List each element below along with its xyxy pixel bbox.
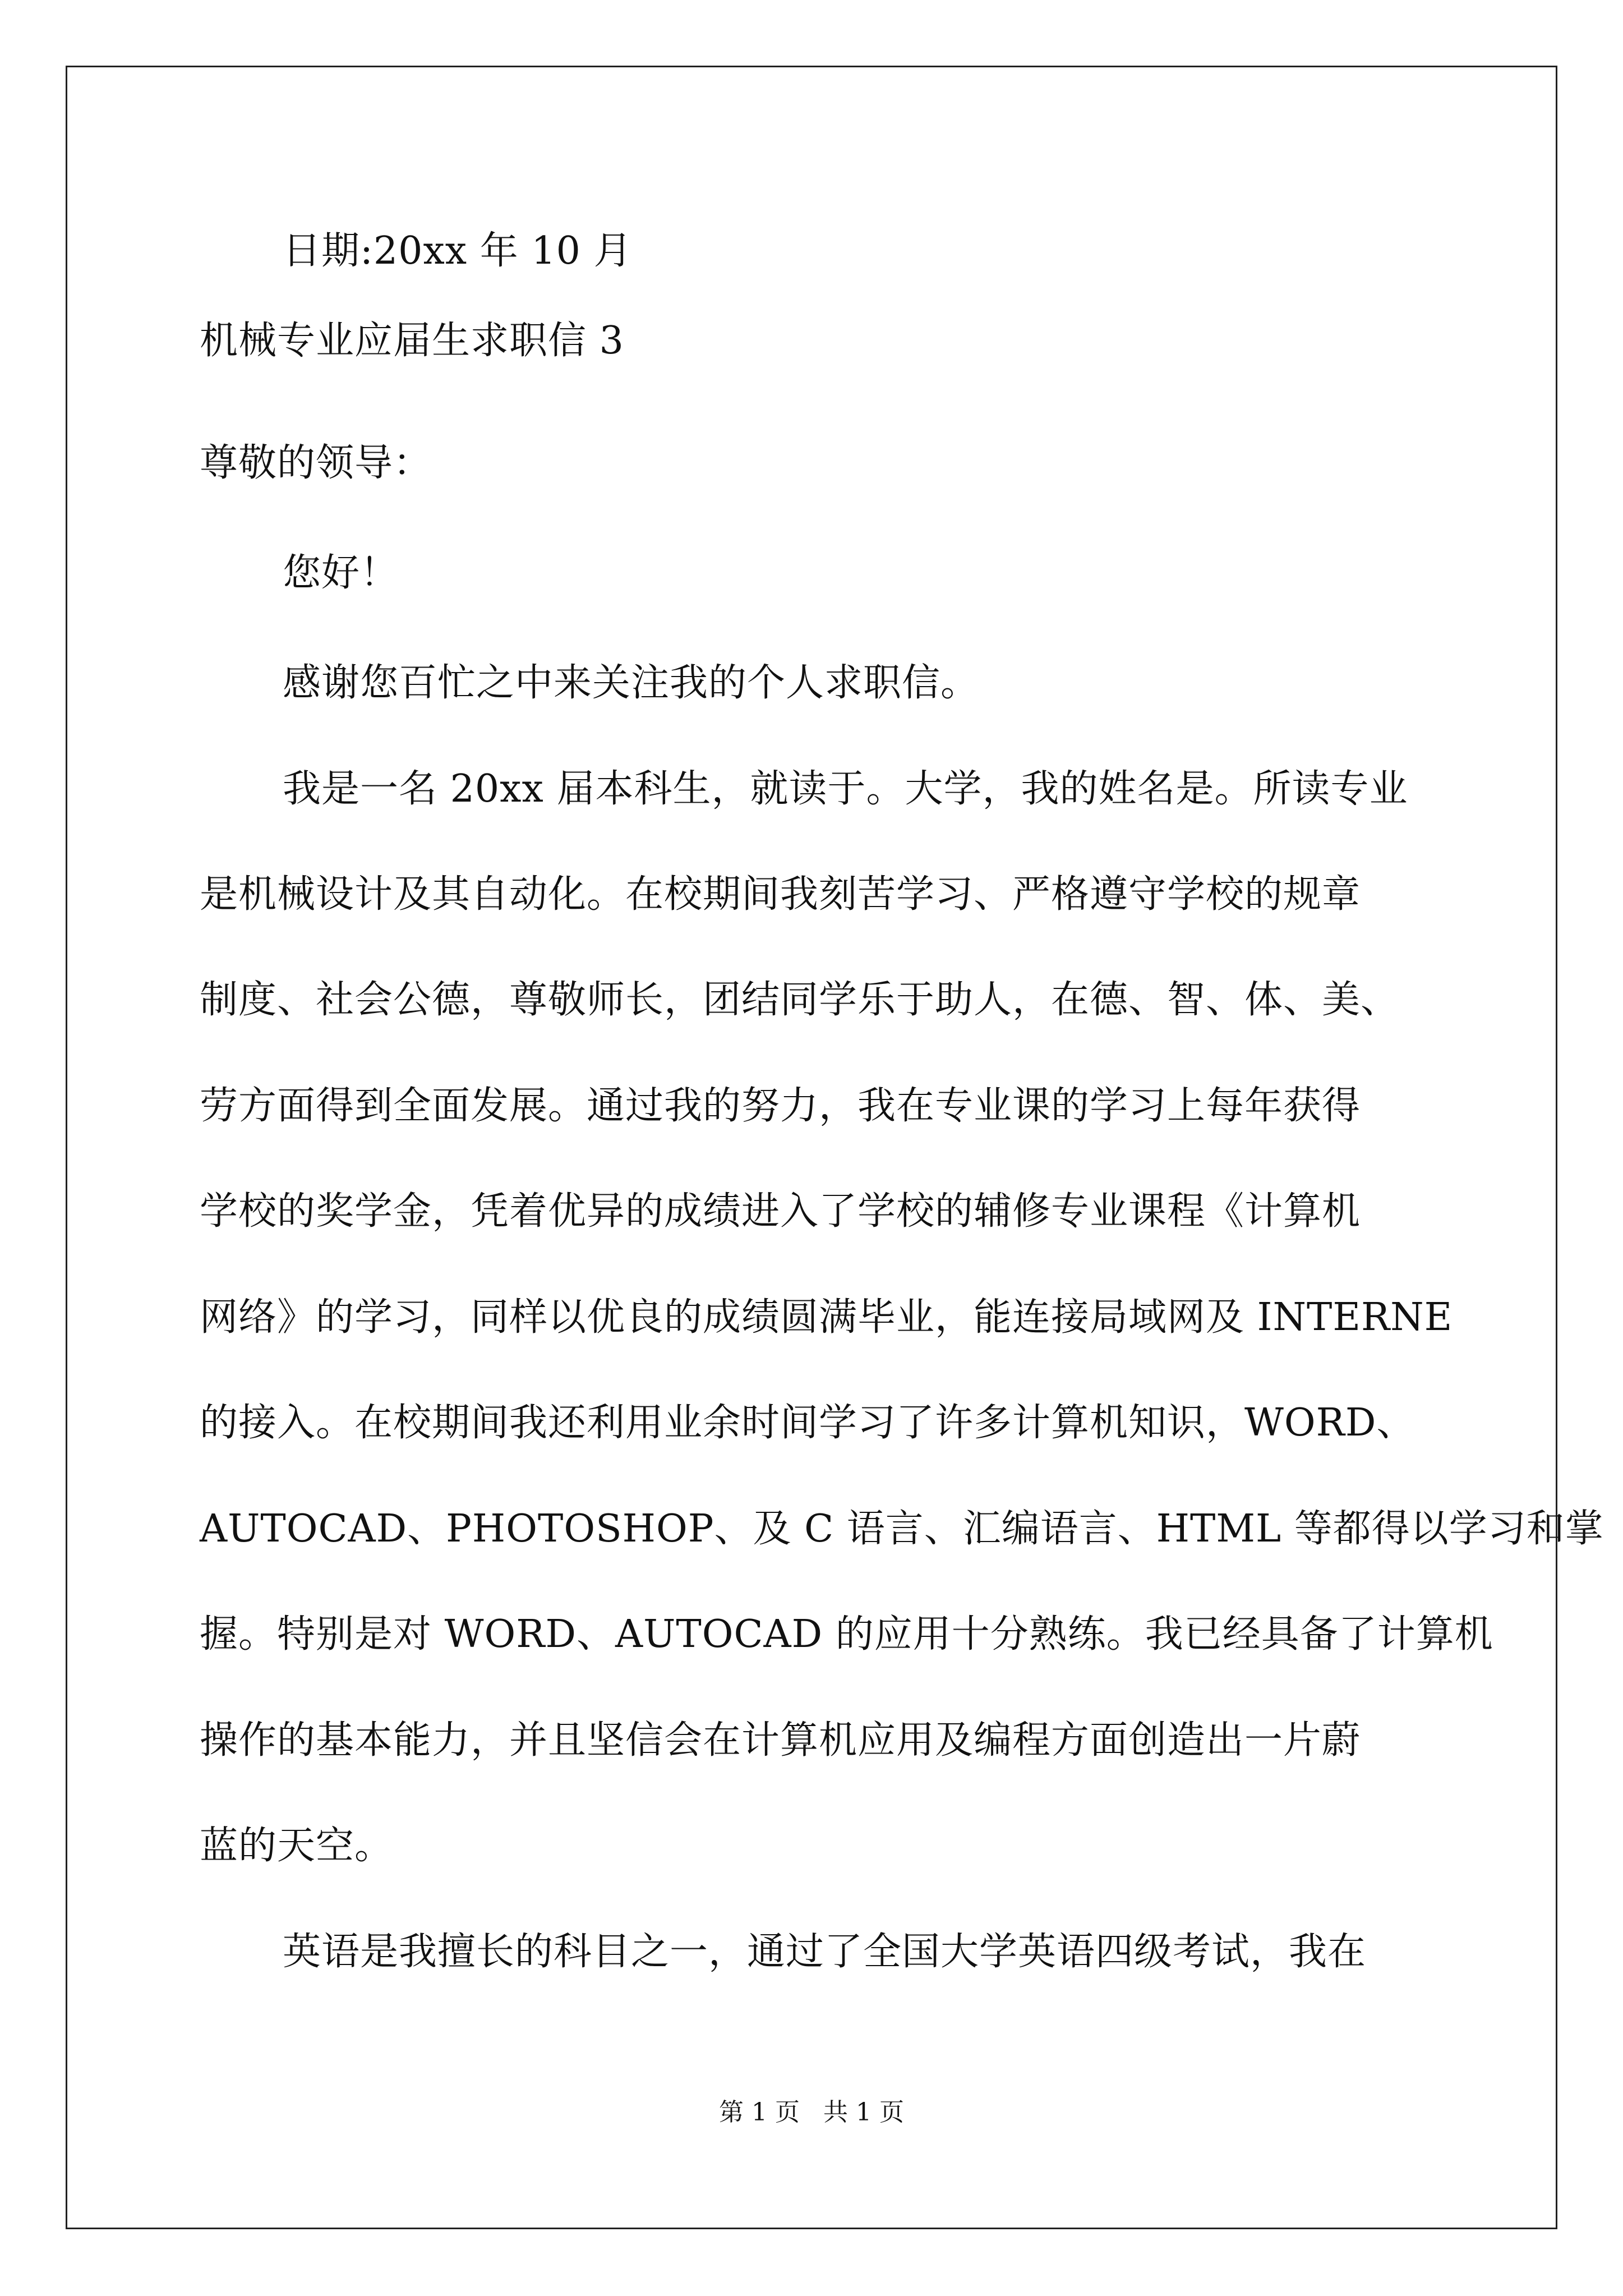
paragraph-line: AUTOCAD、PHOTOSHOP、及 C 语言、汇编语言、HTML 等都得以学习和掌 [200,1507,1604,1551]
paragraph-line: 蓝的天空。 [200,1824,394,1868]
paragraph-line: 我是一名 20xx 届本科生，就读于。大学，我的姓名是。所读专业 [283,767,1408,811]
letter-title: 机械专业应届生求职信 3 [200,319,624,363]
paragraph-line: 学校的奖学金，凭着优异的成绩进入了学校的辅修专业课程《计算机 [200,1189,1361,1234]
page-footer: 第 1 页 共 1 页 [719,2098,904,2127]
paragraph-line: 感谢您百忙之中来关注我的个人求职信。 [283,661,980,705]
paragraph-line: 是机械设计及其自动化。在校期间我刻苦学习、严格遵守学校的规章 [200,872,1361,917]
salutation: 尊敬的领导： [200,441,432,485]
date-line: 日期:20xx 年 10 月 [283,229,633,273]
paragraph-line: 制度、社会公德，尊敬师长，团结同学乐于助人，在德、智、体、美、 [200,978,1400,1022]
paragraph-line: 英语是我擅长的科目之一，通过了全国大学英语四级考试，我在 [283,1930,1367,1974]
paragraph-line: 操作的基本能力，并且坚信会在计算机应用及编程方面创造出一片蔚 [200,1718,1361,1763]
paragraph-line: 的接入。在校期间我还利用业余时间学习了许多计算机知识，WORD、 [200,1401,1415,1445]
paragraph-line: 网络》的学习，同样以优良的成绩圆满毕业，能连接局域网及 INTERNE [200,1295,1453,1340]
greeting: 您好！ [283,551,399,595]
paragraph-line: 握。特别是对 WORD、AUTOCAD 的应用十分熟练。我已经具备了计算机 [200,1612,1493,1657]
page-border [66,66,1557,2229]
paragraph-line: 劳方面得到全面发展。通过我的努力，我在专业课的学习上每年获得 [200,1084,1361,1128]
